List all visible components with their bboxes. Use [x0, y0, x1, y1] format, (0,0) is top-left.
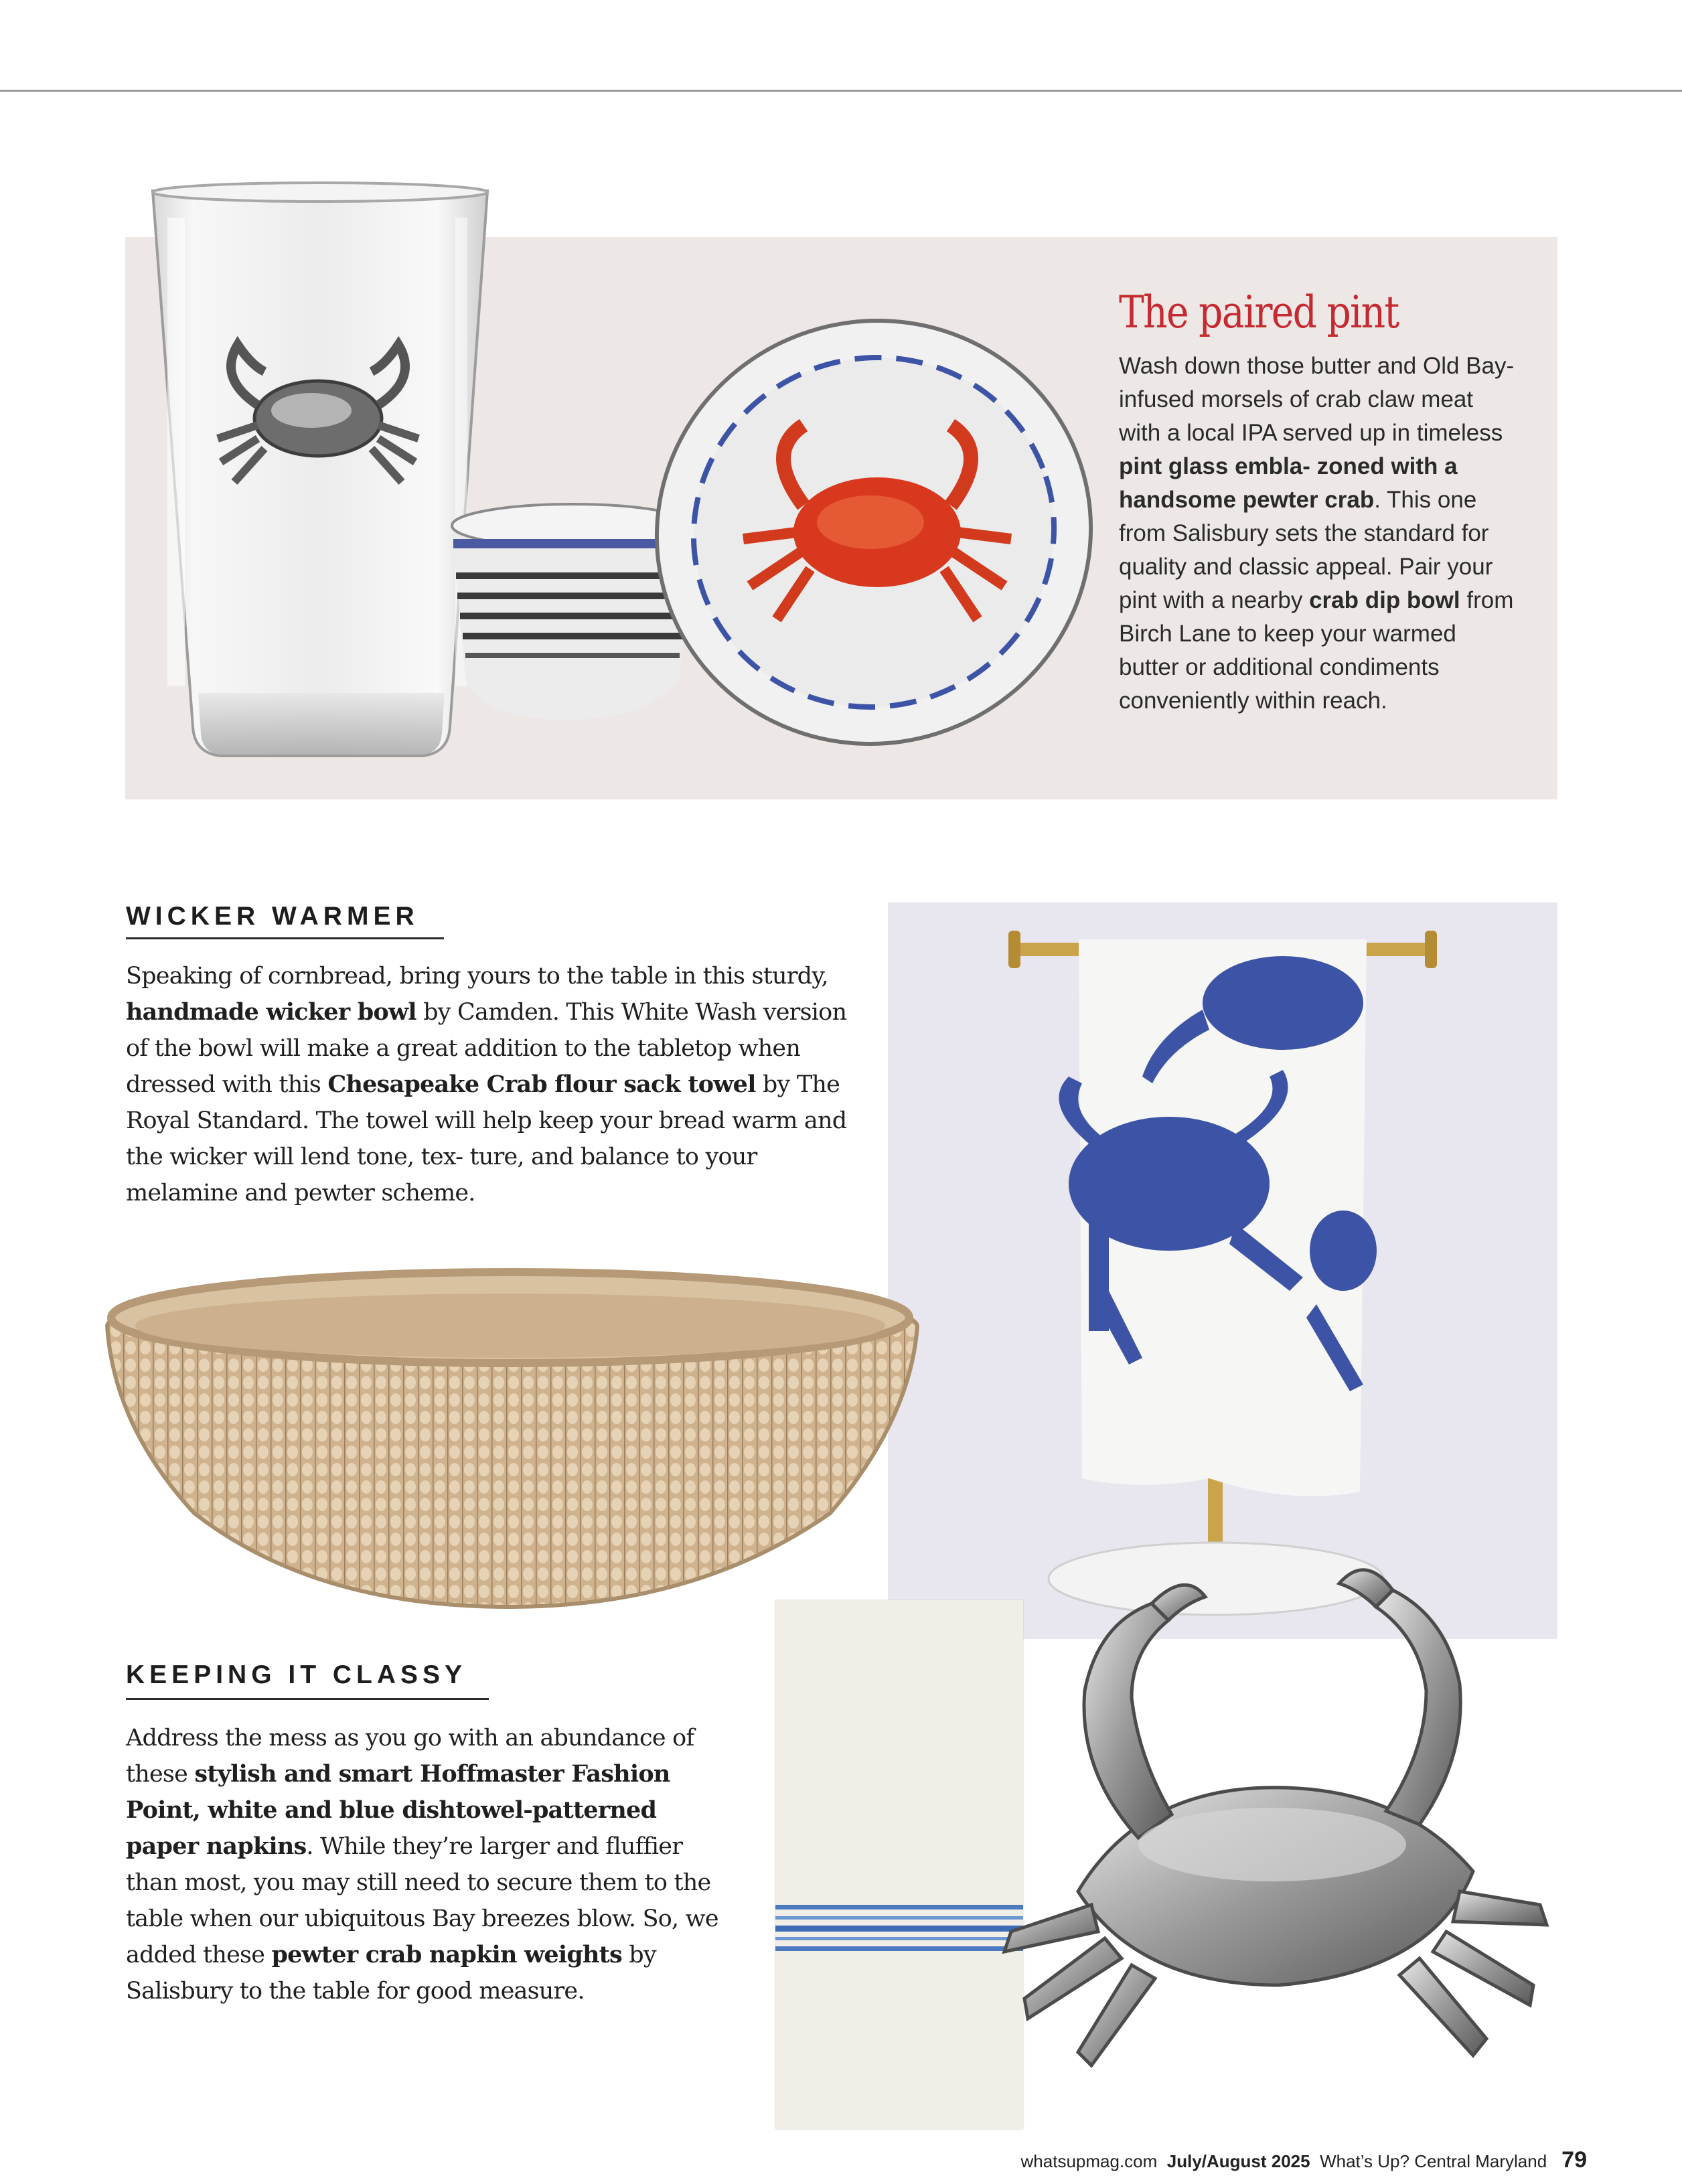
wicker-bowl-image — [94, 1252, 927, 1614]
crab-towel-on-stand-image — [888, 903, 1557, 1639]
paired-pint-title: The paired pint — [1119, 287, 1399, 338]
keeping-it-classy-rule — [126, 1698, 489, 1700]
paired-pint-body: Wash down those butter and Old Bay-infused morsels of crab claw meat with a local IPA served up in timeless pint glass embla- zoned with a handsome pewter crab. This one from Salisbury sets the standard for quality and classic appeal. Pair your pint with a nearby crab dip bowl from Birch Lane to keep your warmed butter or additional condiments conveniently within reach. — [1119, 353, 1515, 714]
wicker-warmer-heading: WICKER WARMER — [126, 902, 419, 931]
pint-glass-product: pint glass embla- zoned with a handsome pewter crab — [1119, 453, 1458, 513]
footer-issue: July/August 2025 — [1166, 2151, 1310, 2171]
crab-towel-photo — [888, 903, 1557, 1639]
crab-dip-bowl-product: crab dip bowl — [1309, 587, 1460, 613]
keeping-it-classy-body: Address the mess as you go with an abundance of these stylish and smart Hoffmaster Fashion Point, white and blue dishtowel-patterned paper napkins. While they’re larger and fluffier than most, you may still need to secure them to the table when our ubiquitous Bay breezes blow. So, we added these pewter crab napkin weights by Salisbury to the table for good measure. — [126, 1725, 718, 2005]
napkin-weights-product: pewter crab napkin weights — [271, 1941, 622, 1968]
paper-napkins-product: stylish and smart Hoffmaster Fashion Point, white and blue dishtowel-patterned paper napkins — [126, 1760, 670, 1860]
wicker-warmer-rule — [126, 937, 444, 939]
flour-sack-towel-product: Chesapeake Crab flour sack towel — [327, 1071, 756, 1098]
page-footer — [917, 2147, 1587, 2173]
wicker-bowl-product: handmade wicker bowl — [126, 998, 416, 1026]
keeping-it-classy-heading: KEEPING IT CLASSY — [126, 1660, 467, 1689]
top-rule — [0, 90, 1682, 92]
footer-site: whatsupmag.com — [1020, 2151, 1158, 2171]
footer-publication: What’s Up? Central Maryland — [1320, 2151, 1547, 2171]
wicker-warmer-body: Speaking of cornbread, bring yours to the table in this sturdy, handmade wicker bowl by Camden. This White Wash version of the bowl will make a great addition to the tabletop when dressed with this Chesapeake Crab flour sack towel by The Royal Standard. The towel will help keep your bread warm and the wicker will lend tone, tex- ture, and balance to your melamine and pewter scheme. — [126, 963, 847, 1206]
crab-dip-bowl-image — [646, 311, 1101, 753]
pewter-crab-napkin-weight-image — [964, 1557, 1567, 2159]
page-number: 79 — [1561, 2147, 1587, 2173]
